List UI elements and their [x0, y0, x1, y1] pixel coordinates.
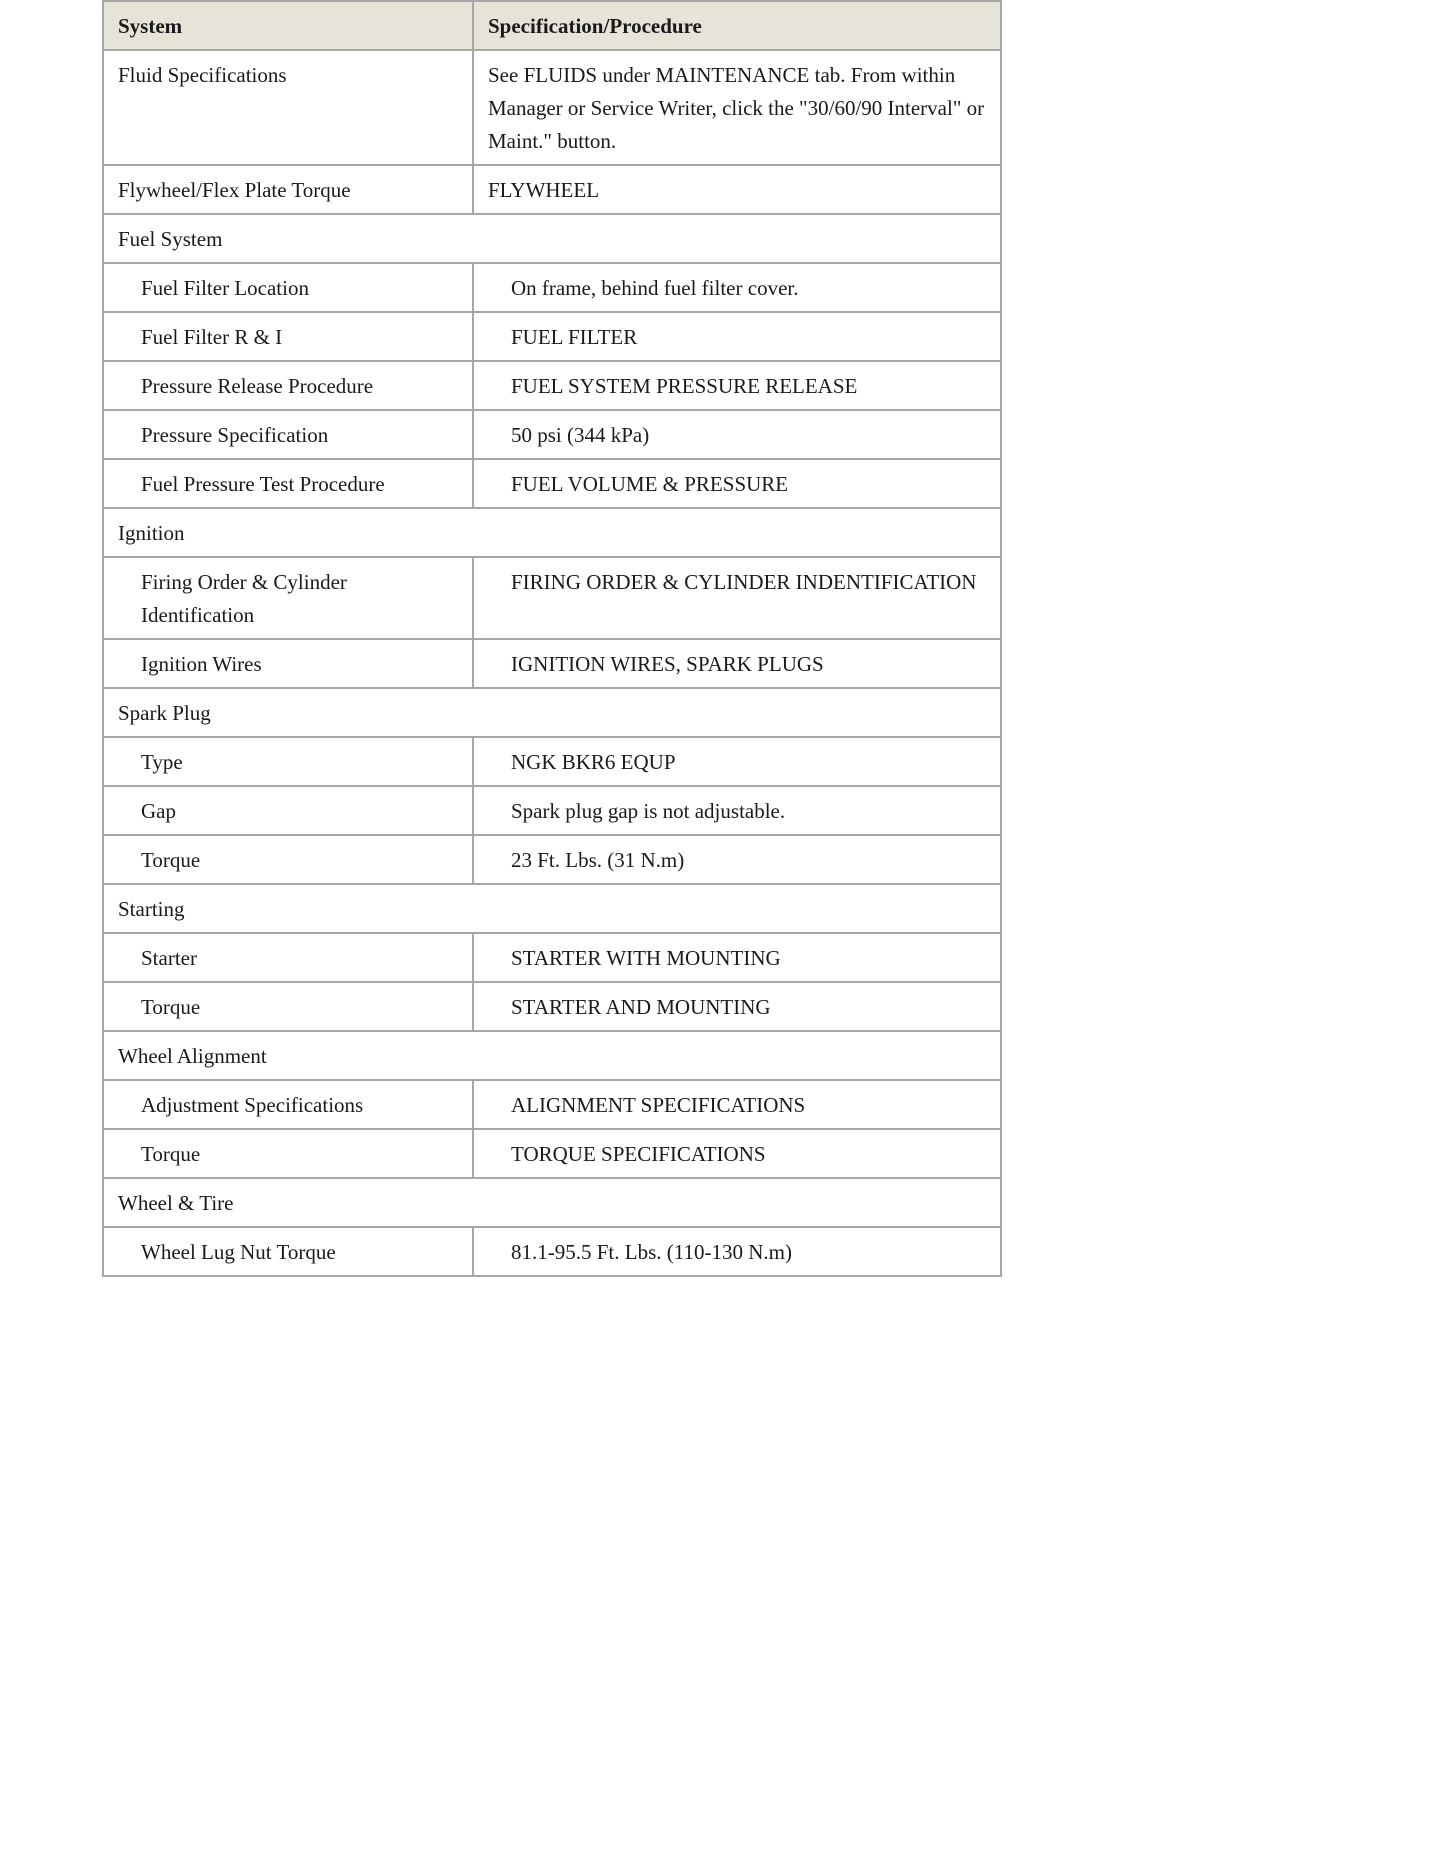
group-heading-cell: Fuel System	[103, 214, 1001, 263]
system-cell: Type	[103, 737, 473, 786]
specification-cell: FUEL SYSTEM PRESSURE RELEASE	[473, 361, 1001, 410]
table-row	[103, 1129, 1001, 1178]
specification-cell: See FLUIDS under MAINTENANCE tab. From within Manager or Service Writer, click the "30/60/90 Interval" or Maint." button.	[473, 50, 1001, 165]
table-group-row	[103, 688, 1001, 737]
specification-cell: 23 Ft. Lbs. (31 N.m)	[473, 835, 1001, 884]
table-row	[103, 1227, 1001, 1276]
column-header-system: System	[103, 1, 473, 50]
table-row	[103, 50, 1001, 165]
table-group-row	[103, 508, 1001, 557]
system-cell: Fuel Pressure Test Procedure	[103, 459, 473, 508]
table-row	[103, 835, 1001, 884]
table-row	[103, 165, 1001, 214]
table-body	[103, 50, 1001, 1276]
specification-table	[102, 0, 1002, 1277]
specification-cell: NGK BKR6 EQUP	[473, 737, 1001, 786]
table-row	[103, 312, 1001, 361]
system-cell: Wheel Lug Nut Torque	[103, 1227, 473, 1276]
system-cell: Torque	[103, 835, 473, 884]
system-cell: Gap	[103, 786, 473, 835]
table-row	[103, 410, 1001, 459]
specification-cell: STARTER WITH MOUNTING	[473, 933, 1001, 982]
table-row	[103, 459, 1001, 508]
group-heading-cell: Wheel Alignment	[103, 1031, 1001, 1080]
system-cell: Pressure Release Procedure	[103, 361, 473, 410]
table-row	[103, 737, 1001, 786]
specification-cell: STARTER AND MOUNTING	[473, 982, 1001, 1031]
specification-cell: FUEL FILTER	[473, 312, 1001, 361]
group-heading-cell: Spark Plug	[103, 688, 1001, 737]
system-cell: Starter	[103, 933, 473, 982]
system-cell: Pressure Specification	[103, 410, 473, 459]
table-group-row	[103, 884, 1001, 933]
specification-cell: 81.1-95.5 Ft. Lbs. (110-130 N.m)	[473, 1227, 1001, 1276]
specification-cell: 50 psi (344 kPa)	[473, 410, 1001, 459]
table-row	[103, 361, 1001, 410]
table-row	[103, 263, 1001, 312]
table-row	[103, 933, 1001, 982]
table-row	[103, 639, 1001, 688]
system-cell: Fuel Filter R & I	[103, 312, 473, 361]
specification-cell: On frame, behind fuel filter cover.	[473, 263, 1001, 312]
specification-cell: ALIGNMENT SPECIFICATIONS	[473, 1080, 1001, 1129]
system-cell: Torque	[103, 982, 473, 1031]
table-header	[103, 1, 1001, 50]
system-cell: Fluid Specifications	[103, 50, 473, 165]
specification-cell: FLYWHEEL	[473, 165, 1001, 214]
system-cell: Torque	[103, 1129, 473, 1178]
specification-cell: IGNITION WIRES, SPARK PLUGS	[473, 639, 1001, 688]
header-row	[103, 1, 1001, 50]
table-group-row	[103, 1178, 1001, 1227]
specification-cell: FUEL VOLUME & PRESSURE	[473, 459, 1001, 508]
group-heading-cell: Ignition	[103, 508, 1001, 557]
group-heading-cell: Starting	[103, 884, 1001, 933]
table-row	[103, 982, 1001, 1031]
system-cell: Firing Order & Cylinder Identification	[103, 557, 473, 639]
system-cell: Fuel Filter Location	[103, 263, 473, 312]
table-row	[103, 1080, 1001, 1129]
table-group-row	[103, 214, 1001, 263]
system-cell: Flywheel/Flex Plate Torque	[103, 165, 473, 214]
system-cell: Adjustment Specifications	[103, 1080, 473, 1129]
system-cell: Ignition Wires	[103, 639, 473, 688]
table-row	[103, 786, 1001, 835]
specification-cell: FIRING ORDER & CYLINDER INDENTIFICATION	[473, 557, 1001, 639]
table-group-row	[103, 1031, 1001, 1080]
specification-cell: Spark plug gap is not adjustable.	[473, 786, 1001, 835]
column-header-specification: Specification/Procedure	[473, 1, 1001, 50]
group-heading-cell: Wheel & Tire	[103, 1178, 1001, 1227]
table-row	[103, 557, 1001, 639]
specification-cell: TORQUE SPECIFICATIONS	[473, 1129, 1001, 1178]
